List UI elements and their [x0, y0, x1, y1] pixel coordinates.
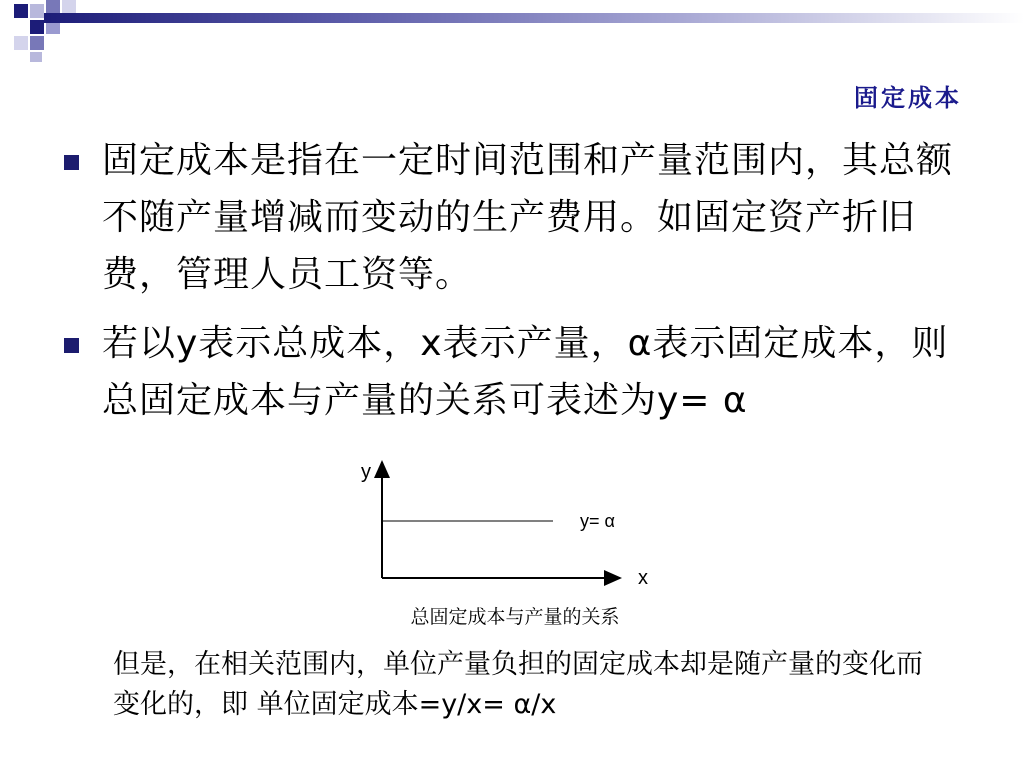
diagram-caption: 总固定成本与产量的关系 [410, 606, 620, 628]
line-label: y= α [580, 511, 615, 531]
bullet-text: 固定成本是指在一定时间范围和产量范围内，其总额不随产量增减而变动的生产费用。如固定资产折旧费，管理人员工资等。 [102, 140, 954, 295]
bullet-text: 若以y表示总成本，x表示产量，α表示固定成本，则总固定成本与产量的关系可表述为y= α [102, 323, 949, 421]
x-axis-label: x [638, 567, 648, 589]
note-text: 但是，在相关范围内，单位产量负担的固定成本却是随产量的变化而变化的，即 单位固定成本=y/x= α/x [113, 649, 923, 720]
slide-title: 固定成本 [854, 83, 962, 112]
y-axis-label: y [361, 461, 371, 483]
